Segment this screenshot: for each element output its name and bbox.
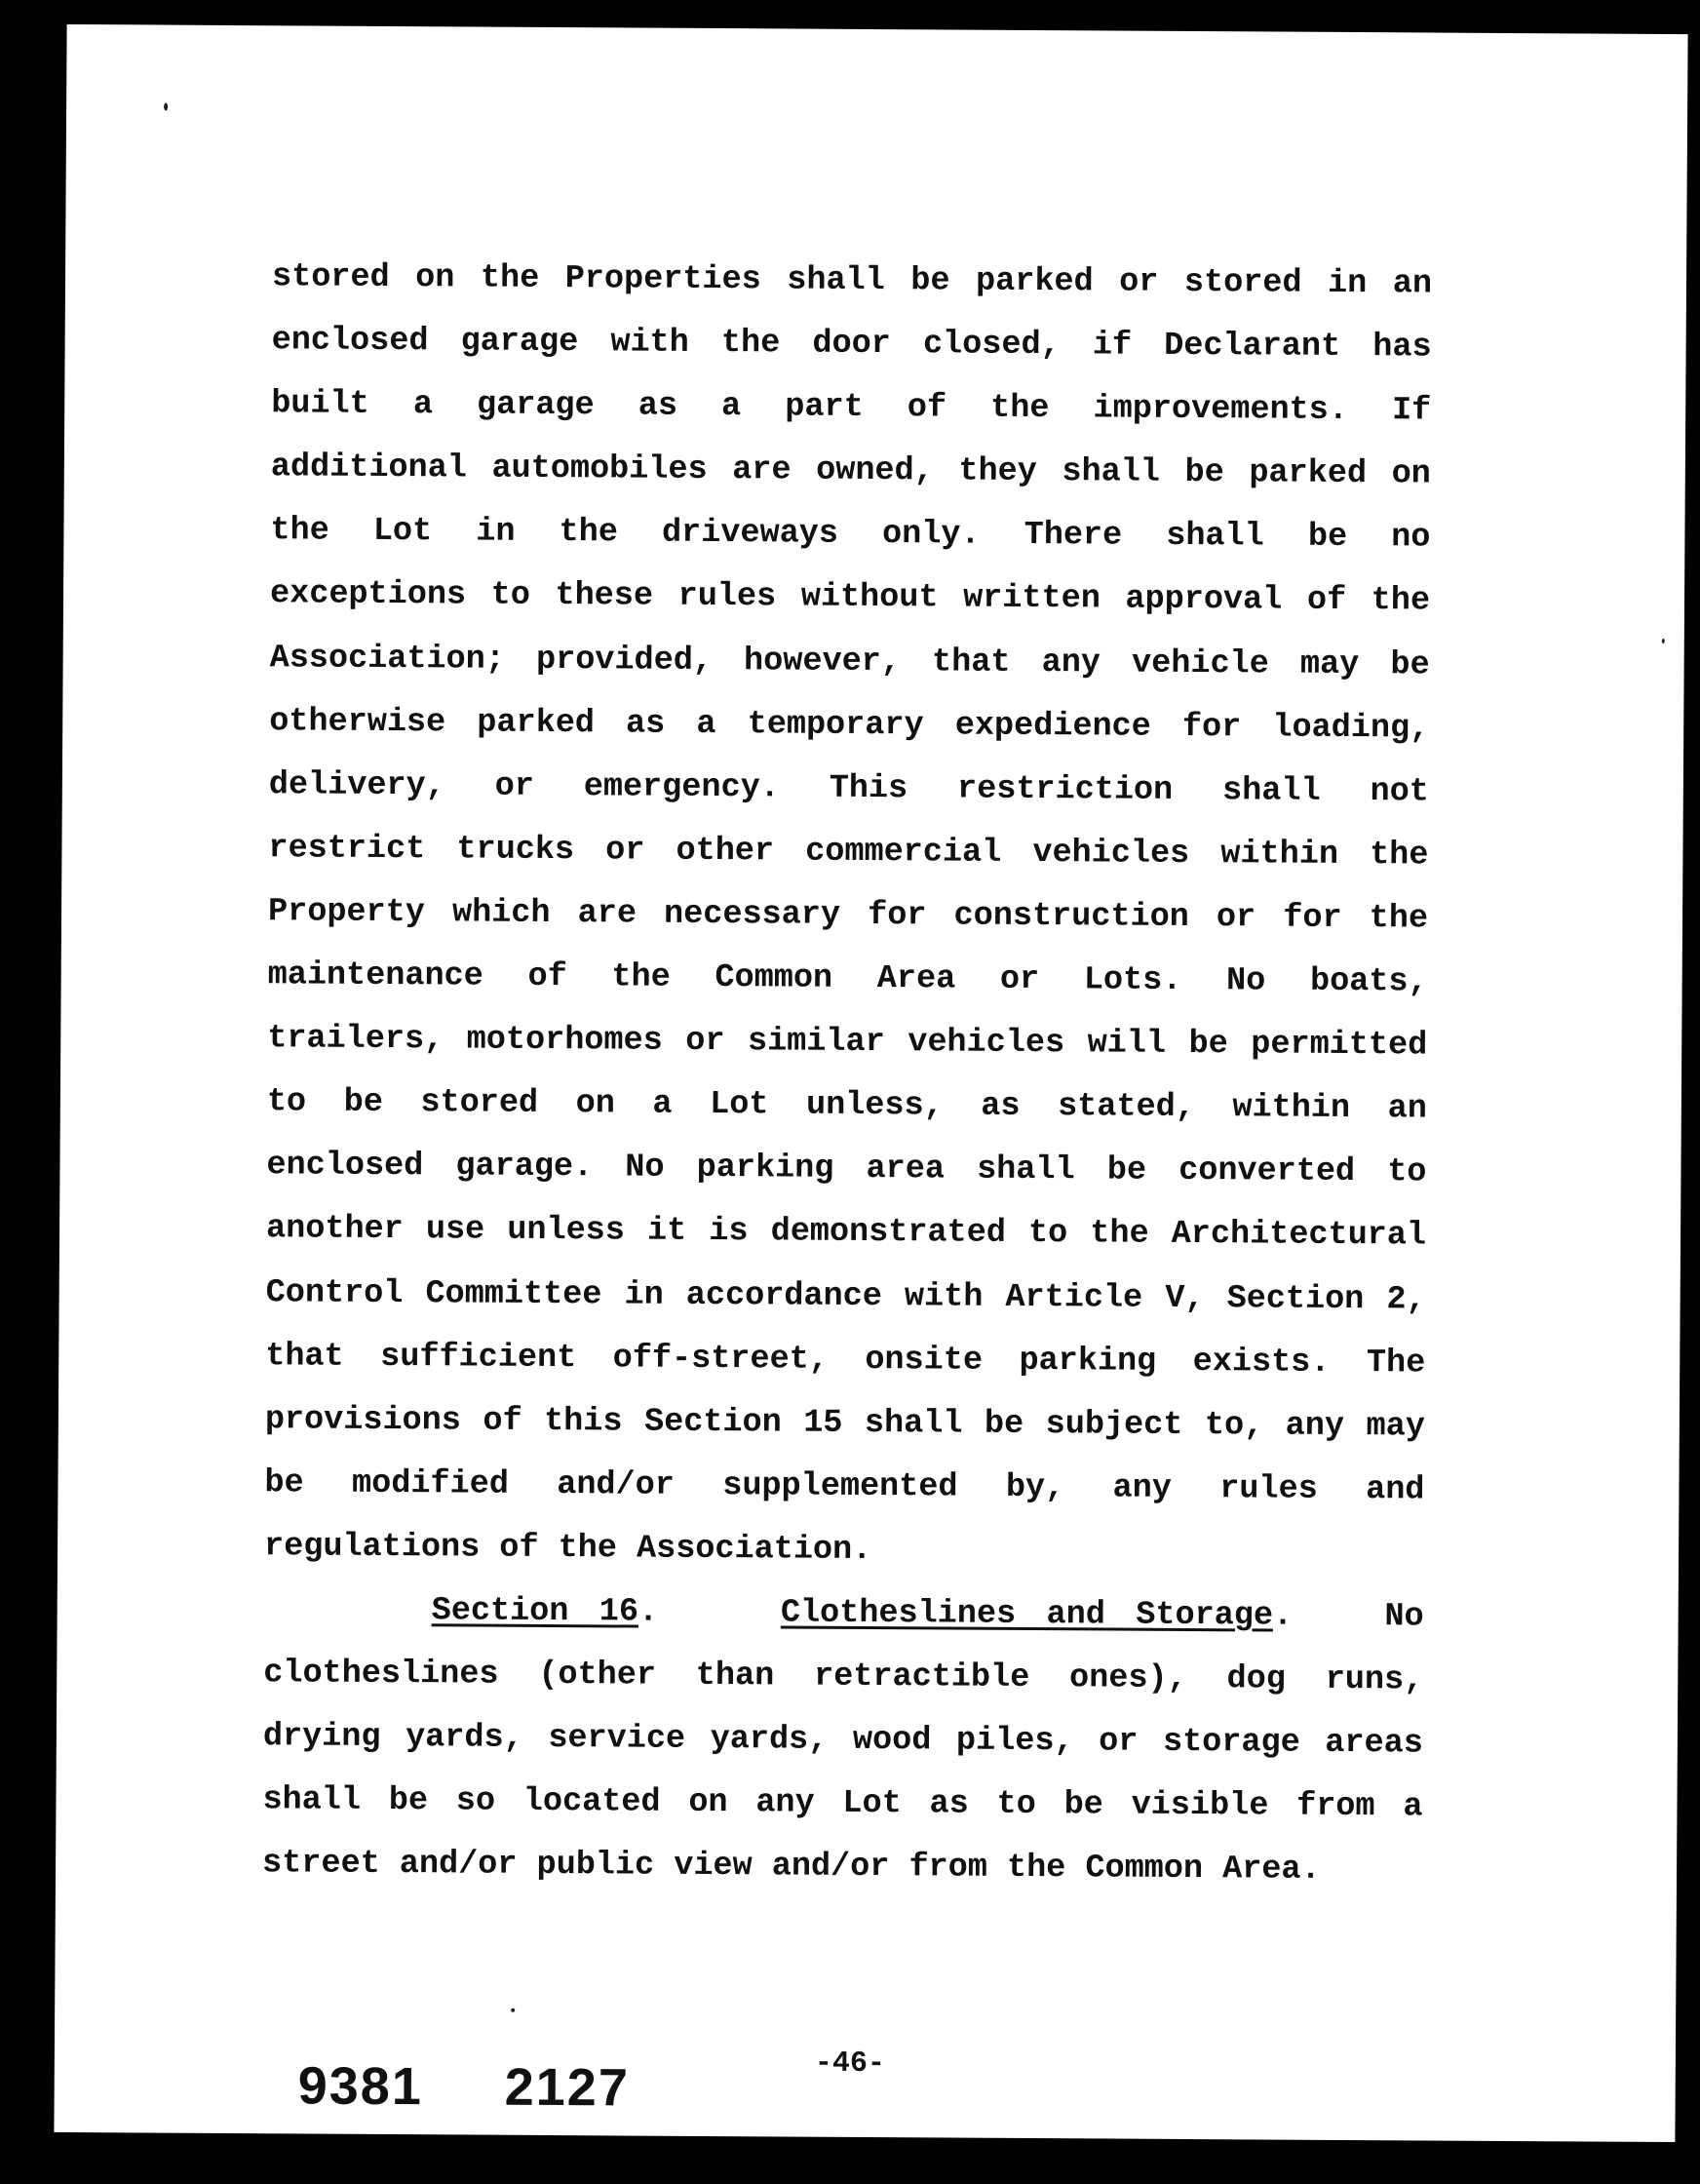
text-line: additional automobiles are owned, they shall be parked on [270,448,1431,493]
document-page [54,24,1687,2142]
stamp-number-left: 9381 [297,2056,424,2117]
text-line: provisions of this Section 15 shall be subject to, any may [264,1400,1425,1446]
document-body [262,246,1432,1903]
text-line: to be stored on a Lot unless, as stated, within an [266,1083,1427,1128]
text-line: Association; provided, however, that any vehicle may be [269,639,1430,684]
scan-speck [511,2008,515,2012]
text-line: Property which are necessary for construction or for the [267,893,1429,938]
page-number: -46- [814,2047,885,2082]
text-line: maintenance of the Common Area or Lots. No boats, [267,956,1428,1001]
text-line: drying yards, service yards, wood piles, or storage areas [262,1718,1423,1763]
text-line: enclosed garage. No parking area shall be converted to [266,1147,1427,1191]
text-line: shall be so located on any Lot as to be visible from a [262,1781,1423,1826]
text-line: restrict trucks or other commercial vehicles within the [268,830,1429,875]
text-line: Control Committee in accordance with Article V, Section 2, [265,1273,1426,1318]
text-line: trailers, motorhomes or similar vehicles will be permitted [267,1020,1428,1065]
text-line: another use unless it is demonstrated to the Architectural [265,1210,1427,1255]
text-line: exceptions to these rules without written approval of the [269,575,1431,620]
text-line: be modified and/or supplemented by, any rules and [264,1463,1425,1509]
section-first-word: No [1384,1598,1424,1636]
text-line: stored on the Properties shall be parked or stored in an [271,258,1433,303]
text-line: clotheslines (other than retractible ones), dog runs, [263,1655,1424,1699]
stamp-number-right: 2127 [504,2057,631,2118]
text-line: otherwise parked as a temporary expedience for loading, [269,702,1430,748]
text-line: enclosed garage with the door closed, if Declarant has [271,322,1432,367]
scan-speck [164,103,168,111]
section-number: Section 16 [431,1592,639,1631]
text-line: the Lot in the driveways only. There shall be no [270,512,1431,557]
text-line: delivery, or emergency. This restriction shall not [268,765,1429,811]
scan-speck [1662,639,1665,644]
text-line: that sufficient off-street, onsite parking exists. The [265,1337,1426,1383]
text-line: built a garage as a part of the improvements. If [271,385,1432,430]
section-title: Clotheslines and Storage [780,1594,1274,1635]
text-line: street and/or public view and/or from the Common Area. [261,1845,1321,1890]
text-line: regulations of the Association. [263,1528,872,1569]
section-heading-line: Section 16. Clotheslines and Storage. No [431,1592,1424,1636]
